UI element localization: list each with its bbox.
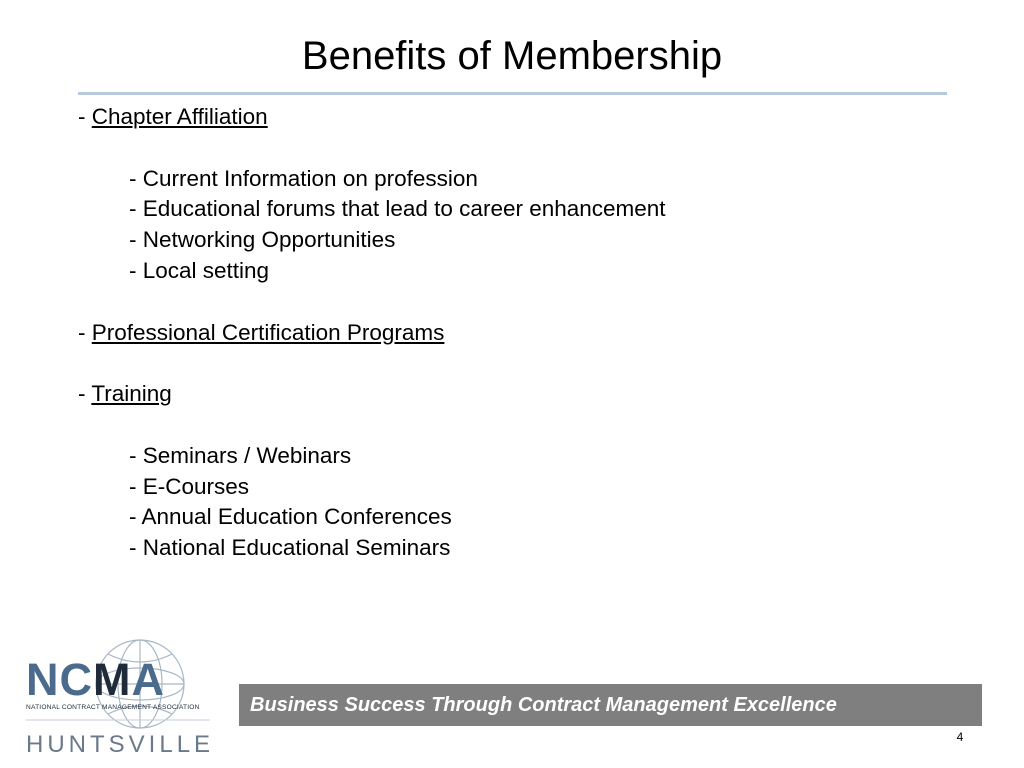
list-item: - Networking Opportunities [129, 227, 396, 253]
ncma-huntsville-logo [24, 632, 214, 760]
list-item: - Seminars / Webinars [129, 442, 352, 468]
section-heading-chapter-affiliation: - Chapter Affiliation [78, 104, 268, 129]
title-underline-rule [78, 92, 947, 95]
list-item: - E-Courses [129, 473, 250, 499]
slide-title: Benefits of Membership [301, 34, 723, 78]
section-heading-label: Training [91, 381, 172, 407]
ncma-logo-graphic [24, 632, 214, 760]
section-heading-label: Chapter Affiliation [91, 104, 268, 129]
logo-subtitle: NATIONAL CONTRACT MANAGEMENT ASSOCIATION [26, 704, 200, 711]
section-heading-training: - Training [78, 381, 172, 407]
list-item: - Local setting [129, 257, 270, 283]
logo-wordmark: NCMA [26, 654, 165, 705]
footer-tagline: Business Success Through Contract Management Excellence [250, 694, 837, 716]
list-item: - National Educational Seminars [129, 535, 451, 561]
logo-location: HUNTSVILLE [26, 731, 214, 758]
list-item: - Current Information on profession [129, 165, 478, 191]
slide-body [78, 102, 958, 564]
list-item: - Annual Education Conferences [129, 504, 452, 530]
list-item: - Educational forums that lead to career enhancement [129, 196, 666, 222]
section-heading-label: Professional Certification Programs [91, 319, 445, 345]
section-heading-professional-certification: - Professional Certification Programs [78, 319, 445, 345]
page-number: 4 [956, 730, 964, 744]
footer-tagline-bar [239, 684, 982, 726]
